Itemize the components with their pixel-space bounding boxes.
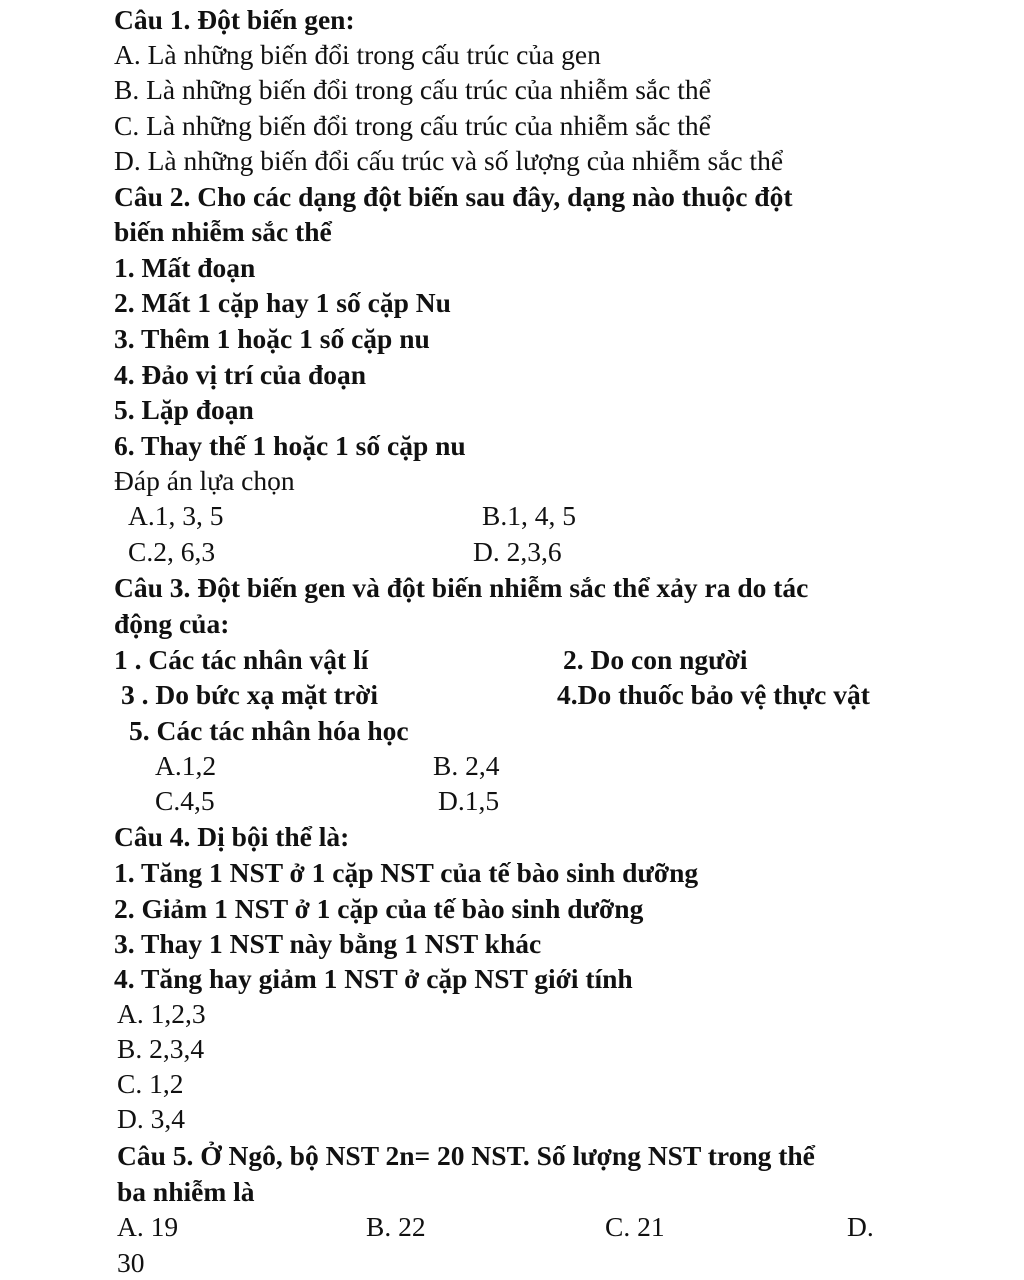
q3-option-c: C.4,5	[155, 785, 215, 816]
q1-option-d: D. Là những biến đổi cấu trúc và số lượng của nhiễm sắc thể	[114, 145, 784, 176]
q3-option-a: A.1,2	[155, 750, 217, 781]
q2-option-a: A.1, 3, 5	[128, 500, 224, 531]
q3-title-line1: Câu 3. Đột biến gen và đột biến nhiễm sắc thể xảy ra do tác	[114, 572, 809, 603]
q2-title-line2: biến nhiễm sắc thể	[114, 216, 332, 247]
q2-item-5: 5. Lặp đoạn	[114, 394, 254, 425]
q5-option-b: B. 22	[366, 1211, 426, 1242]
q5-option-d-value: 30	[117, 1247, 145, 1278]
q3-item-2: 2. Do con người	[563, 644, 748, 675]
q1-option-c: C. Là những biến đổi trong cấu trúc của nhiễm sắc thể	[114, 110, 711, 141]
q1-title: Câu 1. Đột biến gen:	[114, 4, 355, 35]
q5-title-line1: Câu 5. Ở Ngô, bộ NST 2n= 20 NST. Số lượng NST trong thể	[117, 1140, 815, 1171]
q4-option-a: A. 1,2,3	[117, 998, 206, 1029]
q2-prompt: Đáp án lựa chọn	[114, 465, 295, 496]
q4-title: Câu 4. Dị bội thể là:	[114, 821, 350, 852]
q3-item-4: 4.Do thuốc bảo vệ thực vật	[557, 679, 870, 710]
q3-item-3: 3 . Do bức xạ mặt trời	[121, 679, 379, 710]
q2-item-3: 3. Thêm 1 hoặc 1 số cặp nu	[114, 323, 430, 354]
q3-title-line2: động của:	[114, 608, 230, 639]
q5-option-a: A. 19	[117, 1211, 179, 1242]
q3-option-d: D.1,5	[438, 785, 500, 816]
q2-title-line1: Câu 2. Cho các dạng đột biến sau đây, dạng nào thuộc đột	[114, 181, 793, 212]
q5-title-line2: ba nhiễm là	[117, 1176, 255, 1207]
q2-option-d: D. 2,3,6	[473, 536, 562, 567]
q3-item-5: 5. Các tác nhân hóa học	[129, 715, 409, 746]
q1-option-b: B. Là những biến đổi trong cấu trúc của nhiễm sắc thể	[114, 74, 711, 105]
q2-item-6: 6. Thay thế 1 hoặc 1 số cặp nu	[114, 430, 466, 461]
q2-option-b: B.1, 4, 5	[482, 500, 576, 531]
q5-option-c: C. 21	[605, 1211, 665, 1242]
q2-option-c: C.2, 6,3	[128, 536, 216, 567]
q3-option-b: B. 2,4	[433, 750, 500, 781]
q2-item-2: 2. Mất 1 cặp hay 1 số cặp Nu	[114, 287, 451, 318]
q4-item-4: 4. Tăng hay giảm 1 NST ở cặp NST giới tính	[114, 963, 633, 994]
q3-item-1: 1 . Các tác nhân vật lí	[114, 644, 369, 675]
q4-option-c: C. 1,2	[117, 1068, 184, 1099]
q1-option-a: A. Là những biến đổi trong cấu trúc của gen	[114, 39, 601, 70]
q2-item-1: 1. Mất đoạn	[114, 252, 256, 283]
q4-item-1: 1. Tăng 1 NST ở 1 cặp NST của tế bào sinh dưỡng	[114, 857, 699, 888]
q4-option-d: D. 3,4	[117, 1103, 185, 1134]
q4-item-2: 2. Giảm 1 NST ở 1 cặp của tế bào sinh dưỡng	[114, 893, 644, 924]
q4-item-3: 3. Thay 1 NST này bằng 1 NST khác	[114, 928, 542, 959]
q4-option-b: B. 2,3,4	[117, 1033, 205, 1064]
q2-item-4: 4. Đảo vị trí của đoạn	[114, 359, 367, 390]
q5-option-d-label: D.	[847, 1211, 874, 1242]
